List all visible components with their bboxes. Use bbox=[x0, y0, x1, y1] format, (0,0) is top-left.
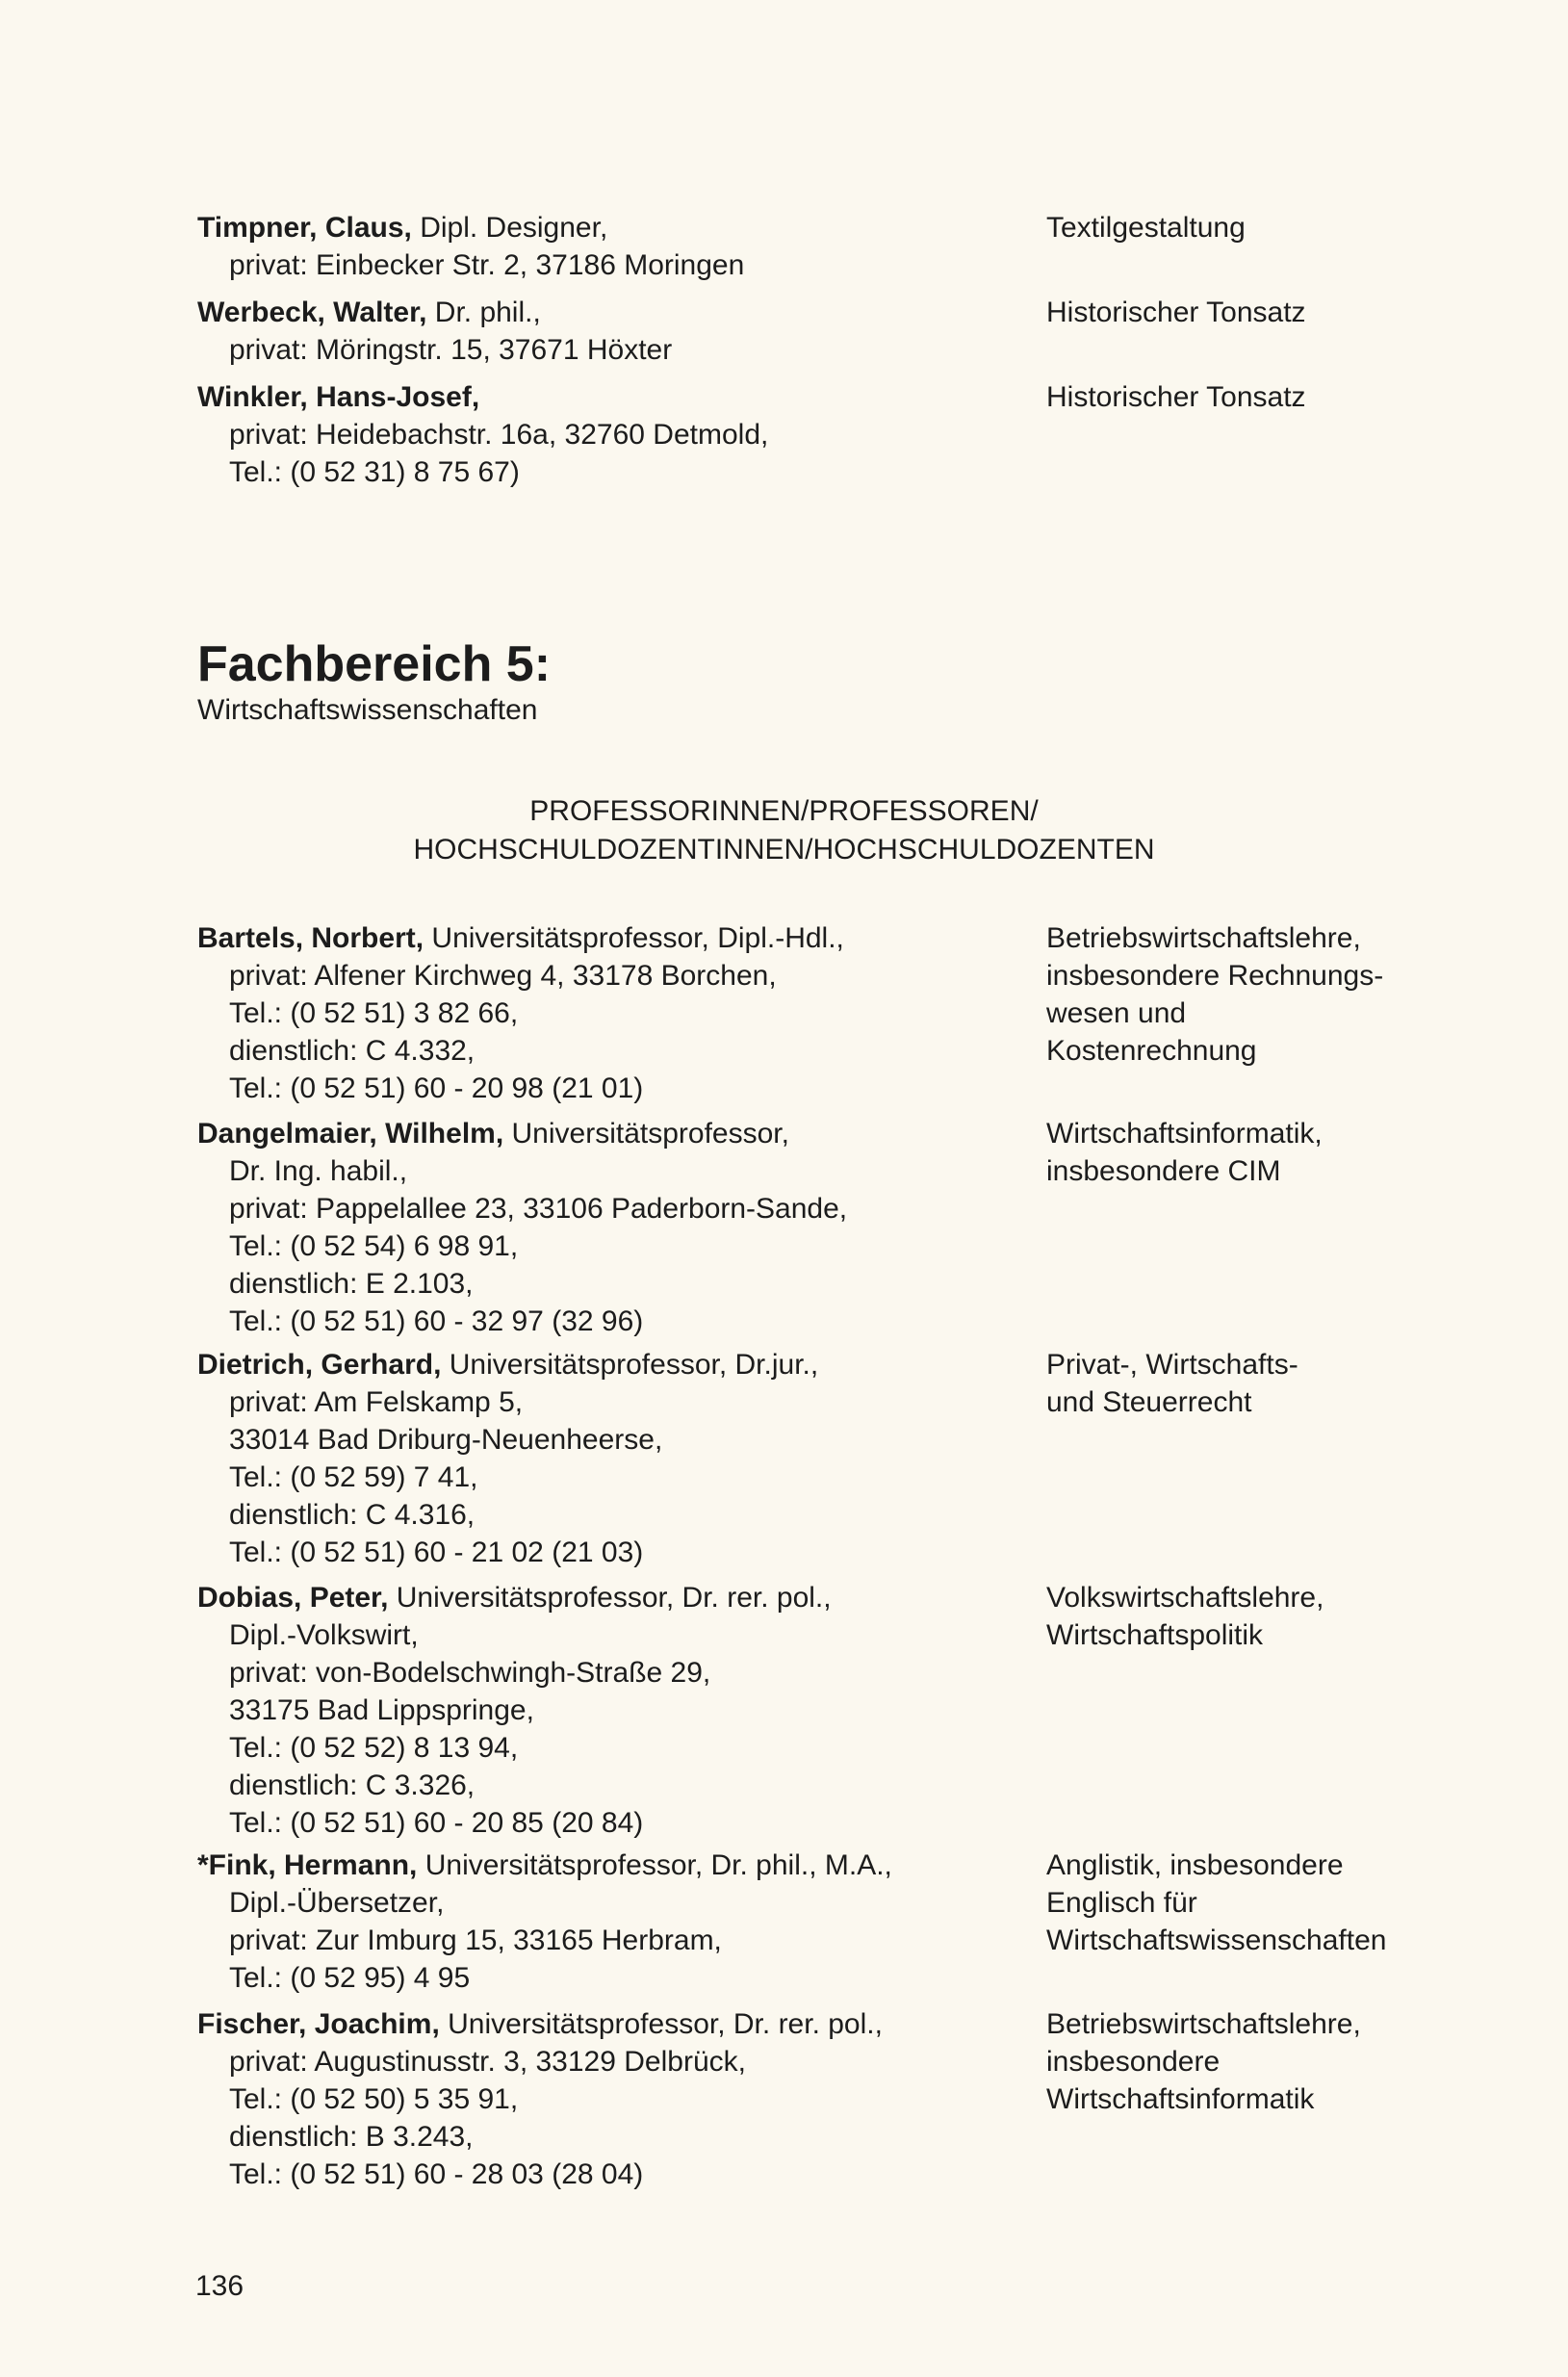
entry-line: privat: Am Felskamp 5, bbox=[229, 1386, 524, 1418]
entry-line: Tel.: (0 52 31) 8 75 67) bbox=[229, 456, 520, 488]
entry-line: Tel.: (0 52 54) 6 98 91, bbox=[229, 1230, 519, 1262]
entry-subject: wesen und bbox=[1046, 997, 1187, 1029]
entry-line: Tel.: (0 52 51) 3 82 66, bbox=[229, 997, 519, 1029]
entry-line: Tel.: (0 52 51) 60 - 21 02 (21 03) bbox=[229, 1537, 644, 1568]
entry-name: Fischer, Joachim, bbox=[197, 2008, 440, 2040]
entry-line: dienstlich: C 3.326, bbox=[229, 1770, 476, 1801]
entry-name: Bartels, Norbert, bbox=[197, 922, 424, 954]
entry-name: Dietrich, Gerhard, bbox=[197, 1349, 442, 1381]
entry-subject: Betriebswirtschaftslehre, bbox=[1046, 922, 1361, 954]
entry-subject: Kostenrechnung bbox=[1046, 1035, 1257, 1067]
entry-title: Universitätsprofessor, Dr.jur., bbox=[441, 1349, 819, 1381]
entry-title: Universitätsprofessor, Dr. rer. pol., bbox=[439, 2008, 883, 2040]
staff-category-line-1: PROFESSORINNEN/PROFESSOREN/ bbox=[529, 795, 1039, 827]
entry-subject: Wirtschaftsinformatik bbox=[1046, 2083, 1315, 2115]
entry-line: Dr. Ing. habil., bbox=[229, 1155, 408, 1187]
entry-subject: Wirtschaftspolitik bbox=[1046, 1619, 1264, 1651]
entry-line: Tel.: (0 52 95) 4 95 bbox=[229, 1962, 471, 1994]
entry-line: Tel.: (0 52 51) 60 - 32 97 (32 96) bbox=[229, 1305, 644, 1337]
entry-line: Tel.: (0 52 59) 7 41, bbox=[229, 1461, 478, 1493]
entry-subject: Anglistik, insbesondere bbox=[1046, 1849, 1344, 1881]
entry-subject: Englisch für bbox=[1046, 1887, 1197, 1919]
entry-line: Tel.: (0 52 52) 8 13 94, bbox=[229, 1732, 519, 1764]
entry-line: Dipl.-Volkswirt, bbox=[229, 1619, 419, 1651]
entry-title: Universitätsprofessor, Dr. phil., M.A., bbox=[417, 1849, 892, 1881]
entry-line: privat: von-Bodelschwingh-Straße 29, bbox=[229, 1657, 711, 1689]
entry-subject: Betriebswirtschaftslehre, bbox=[1046, 2008, 1361, 2040]
staff-category-heading bbox=[0, 792, 1568, 869]
entry-subject: Volkswirtschaftslehre, bbox=[1046, 1582, 1324, 1614]
entry-name: Winkler, Hans-Josef, bbox=[197, 381, 480, 413]
entry-subject: und Steuerrecht bbox=[1046, 1386, 1252, 1418]
entry-name: Timpner, Claus, bbox=[197, 212, 412, 244]
entry-title: Universitätsprofessor, Dipl.-Hdl., bbox=[424, 922, 844, 954]
page-number: 136 bbox=[195, 2270, 244, 2302]
entry-name: Dobias, Peter, bbox=[197, 1582, 389, 1614]
staff-category-line-2: HOCHSCHULDOZENTINNEN/HOCHSCHULDOZENTEN bbox=[413, 834, 1155, 866]
entry-subject: Wirtschaftsinformatik, bbox=[1046, 1118, 1323, 1150]
entry-line: privat: Alfener Kirchweg 4, 33178 Borchen, bbox=[229, 960, 777, 992]
entry-subject: insbesondere bbox=[1046, 2046, 1221, 2078]
entry-subject: Wirtschaftswissenschaften bbox=[1046, 1925, 1387, 1956]
entry-line: dienstlich: E 2.103, bbox=[229, 1268, 474, 1300]
entry-line: dienstlich: C 4.316, bbox=[229, 1499, 476, 1531]
entry-name: Dangelmaier, Wilhelm, bbox=[197, 1118, 504, 1150]
entry-subject: insbesondere Rechnungs- bbox=[1046, 960, 1384, 992]
entry-subject: insbesondere CIM bbox=[1046, 1155, 1281, 1187]
entry-line: privat: Zur Imburg 15, 33165 Herbram, bbox=[229, 1925, 722, 1956]
entry-line: Tel.: (0 52 51) 60 - 28 03 (28 04) bbox=[229, 2158, 644, 2190]
entry-title: Universitätsprofessor, bbox=[503, 1118, 789, 1150]
entry-subject: Privat-, Wirtschafts- bbox=[1046, 1349, 1298, 1381]
entry-line: dienstlich: B 3.243, bbox=[229, 2121, 474, 2153]
entry-line: privat: Pappelallee 23, 33106 Paderborn-Sande, bbox=[229, 1193, 848, 1225]
entry-name: Werbeck, Walter, bbox=[197, 297, 427, 328]
entry-line: 33014 Bad Driburg-Neuenheerse, bbox=[229, 1424, 663, 1456]
section-subheading: Wirtschaftswissenschaften bbox=[197, 694, 538, 726]
entry-title: Dr. phil., bbox=[426, 297, 541, 328]
entry-line: 33175 Bad Lippspringe, bbox=[229, 1694, 534, 1726]
entry-title: Universitätsprofessor, Dr. rer. pol., bbox=[388, 1582, 832, 1614]
entry-line: Tel.: (0 52 51) 60 - 20 85 (20 84) bbox=[229, 1807, 644, 1839]
entry-line: privat: Heidebachstr. 16a, 32760 Detmold, bbox=[229, 419, 769, 451]
entry-line: dienstlich: C 4.332, bbox=[229, 1035, 476, 1067]
entry-title: Dipl. Designer, bbox=[411, 212, 608, 244]
entry-line: privat: Einbecker Str. 2, 37186 Moringen bbox=[229, 249, 745, 281]
entry-subject: Textilgestaltung bbox=[1046, 212, 1246, 244]
entry-line: Tel.: (0 52 51) 60 - 20 98 (21 01) bbox=[229, 1072, 644, 1104]
entry-line: privat: Möringstr. 15, 37671 Höxter bbox=[229, 334, 673, 366]
entry-line: privat: Augustinusstr. 3, 33129 Delbrück, bbox=[229, 2046, 746, 2078]
entry-subject: Historischer Tonsatz bbox=[1046, 297, 1306, 328]
entry-line: Tel.: (0 52 50) 5 35 91, bbox=[229, 2083, 519, 2115]
section-heading: Fachbereich 5: bbox=[197, 636, 552, 692]
entry-line: Dipl.-Übersetzer, bbox=[229, 1887, 445, 1919]
entry-subject: Historischer Tonsatz bbox=[1046, 381, 1306, 413]
entry-name: *Fink, Hermann, bbox=[197, 1849, 418, 1881]
